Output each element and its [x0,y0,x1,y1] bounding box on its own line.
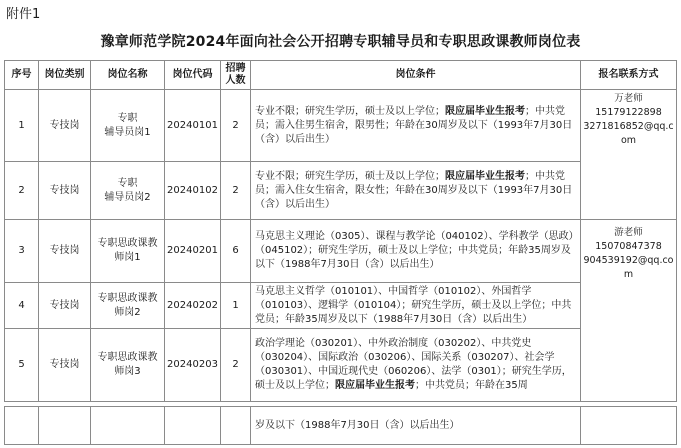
contact-phone: 15070847378 [595,241,662,252]
header-count: 招聘人数 [221,61,251,90]
row-conditions [251,90,581,162]
continuation-text: 岁及以下（1988年7月30日（含）以后出生） [251,407,581,445]
table-row [5,329,677,402]
row-code: 20240202 [165,283,221,329]
table-row [5,90,677,162]
row-name-line1: 专职思政课教 [97,352,158,363]
row-name-line2: 辅导员岗2 [104,191,151,203]
header-contact: 报名联系方式 [581,61,677,90]
row-name-line1: 专职 [117,177,138,189]
row-category: 专技岗 [39,220,91,283]
table-row [5,283,677,329]
continuation-row [5,407,677,445]
row-name-line1: 专职思政课教 [97,292,158,304]
header-conditions: 岗位条件 [251,61,581,90]
row-name [91,90,165,162]
contact-email: 3271816852@qq.com [583,121,674,146]
conditions-text-a: 马克思主义理论（0305）、课程与教学论（040102）、学科教学（思政）（045102）；研究生学历，硕士及以上学位；中共党员；年龄35周岁及以下（1988年7月30日（含）以后出生） [255,231,574,270]
row-conditions [251,283,581,329]
header-seq: 序号 [5,61,39,90]
conditions-text-b: ；中共党员；需入住男生宿舍，限男性；年龄在30周岁及以下（1993年7月30日（含）以后出生） [255,105,573,145]
row-name-line1: 专职思政课教 [97,238,158,249]
row-code: 20240102 [165,162,221,220]
contact-name: 万老师 [614,93,643,104]
row-name [91,220,165,283]
row-count: 2 [221,162,251,220]
row-conditions [251,162,581,220]
row-category: 专技岗 [39,90,91,162]
row-name [91,329,165,402]
row-category: 专技岗 [39,283,91,329]
row-seq: 3 [5,220,39,283]
conditions-text-a: 专业不限；研究生学历，硕士及以上学位； [255,170,445,182]
row-name-line1: 专职 [117,112,138,124]
conditions-highlight: 限应届毕业生报考 [445,105,525,117]
conditions-text-a: 马克思主义哲学（010101）、中国哲学（010102）、外国哲学（010103）、逻辑学（010104）；研究生学历，硕士及以上学位；中共党员；年龄35周岁及以下（1988年7月30日（含）以后出生） [255,285,572,325]
header-name: 岗位名称 [91,61,165,90]
row-code: 20240203 [165,329,221,402]
header-code: 岗位代码 [165,61,221,90]
conditions-text-a: 专业不限；研究生学历，硕士及以上学位； [255,105,445,117]
conditions-highlight: 限应届毕业生报考 [445,170,525,182]
conditions-highlight: 限应届毕业生报考 [335,380,415,391]
row-count: 2 [221,90,251,162]
table-row [5,162,677,220]
row-count: 1 [221,283,251,329]
conditions-text-b: ；中共党员；年龄在35周 [415,380,528,391]
row-seq: 2 [5,162,39,220]
row-name [91,283,165,329]
attachment-label: 附件1 [6,7,41,22]
header-row [5,61,677,90]
contact-email: 904539192@qq.com [583,255,674,280]
row-code: 20240201 [165,220,221,283]
row-category: 专技岗 [39,329,91,402]
page-title: 豫章师范学院2024年面向社会公开招聘专职辅导员和专职思政课教师岗位表 [100,34,581,50]
row-conditions [251,220,581,283]
header-category: 岗位类别 [39,61,91,90]
row-category: 专技岗 [39,162,91,220]
position-table [4,60,677,445]
contact-phone: 15179122898 [595,107,662,118]
conditions-text-b: ；中共党员；需入住女生宿舍，限女性；年龄在30周岁及以下（1993年7月30日（含）以后出生） [255,170,573,210]
row-code: 20240101 [165,90,221,162]
contact-name: 游老师 [614,227,643,238]
row-name-line2: 师岗3 [114,366,141,377]
row-seq: 4 [5,283,39,329]
table-row [5,220,677,283]
row-seq: 5 [5,329,39,402]
contact-cell [581,90,677,220]
row-name-line2: 师岗1 [114,252,141,263]
row-name-line2: 师岗2 [114,306,141,318]
row-conditions [251,329,581,402]
contact-cell [581,220,677,402]
row-seq: 1 [5,90,39,162]
conditions-text-a: 政治学理论（030201）、中外政治制度（030202）、中共党史（030204）、国际政治（030206）、国际关系（030207）、社会学（030301）、中国近现代史（060206）、法学（0301）；研究生学历，硕士及以上学位； [255,338,572,391]
row-count: 2 [221,329,251,402]
row-count: 6 [221,220,251,283]
row-name-line2: 辅导员岗1 [104,126,151,138]
row-name [91,162,165,220]
